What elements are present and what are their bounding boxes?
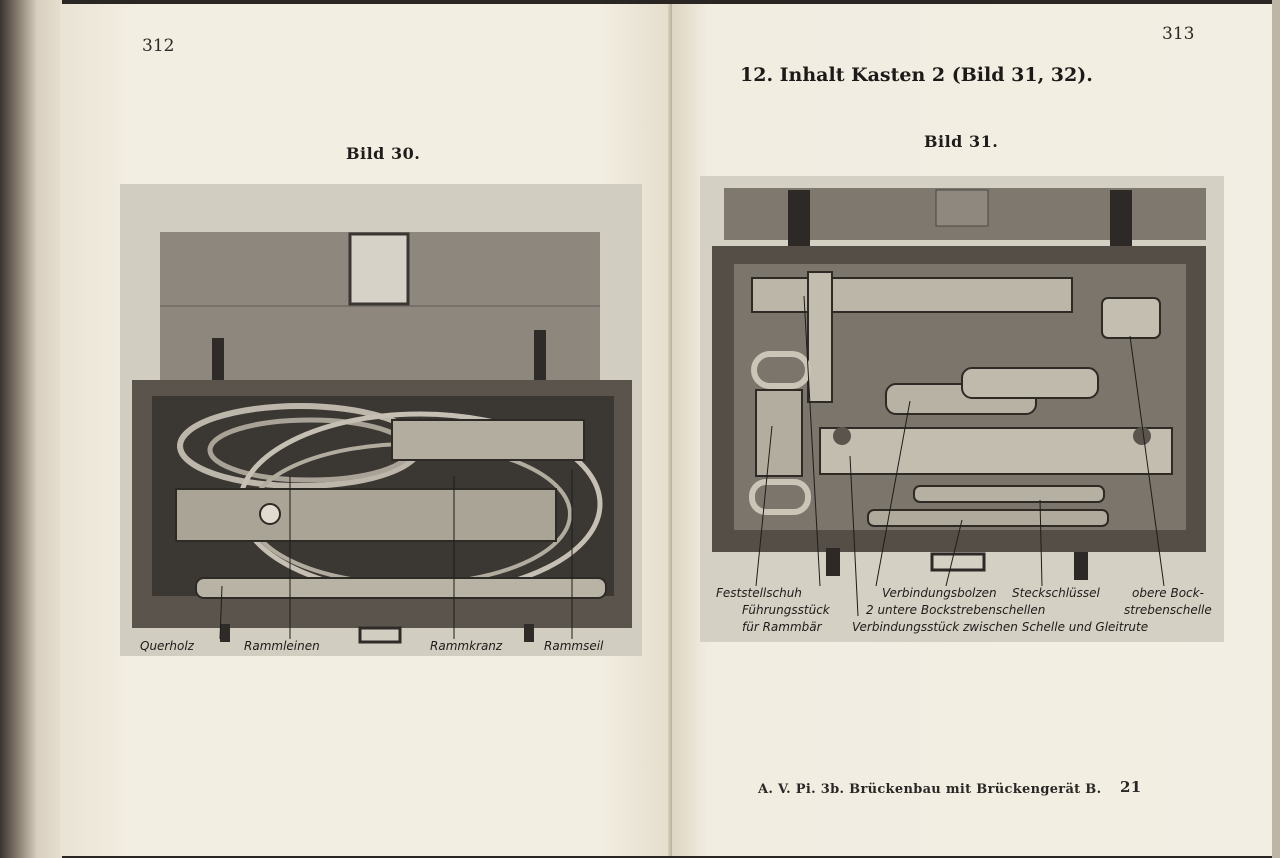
- footer-text: A. V. Pi. 3b. Brückenbau mit Brückengerät B.: [758, 782, 1102, 797]
- figure-caption-bild-30: Bild 30.: [346, 144, 421, 163]
- right-page: [672, 4, 1272, 856]
- label-fuer-rammbaer: für Rammbär: [742, 620, 822, 634]
- book-edge-right: [1272, 0, 1280, 858]
- label-steckschluessel: Steckschlüssel: [1012, 586, 1100, 600]
- photo-box-with-parts: [700, 176, 1224, 642]
- figure-caption-bild-31: Bild 31.: [924, 132, 999, 151]
- book-edge-left: [0, 0, 62, 858]
- page-number-right: 313: [1162, 24, 1195, 44]
- label-strebenschelle: strebenschelle: [1124, 603, 1212, 617]
- left-page: [60, 4, 672, 856]
- page-number-left: 312: [142, 36, 175, 56]
- label-rammseil: Rammseil: [544, 639, 604, 653]
- label-rammkranz: Rammkranz: [430, 639, 503, 653]
- photo-kasten-2: [700, 176, 1224, 642]
- label-bockstrebenschellen: 2 untere Bockstrebenschellen: [866, 603, 1046, 617]
- photo-kasten-1: [120, 184, 642, 656]
- label-fuehrungsstueck: Führungsstück: [742, 603, 830, 617]
- label-obere-bock: obere Bock-: [1132, 586, 1204, 600]
- photo-box-with-ropes: [120, 184, 642, 656]
- signature-mark: 21: [1120, 778, 1142, 796]
- label-rammleinen: Rammleinen: [244, 639, 320, 653]
- label-feststellschuh: Feststellschuh: [716, 586, 802, 600]
- section-heading: 12. Inhalt Kasten 2 (Bild 31, 32).: [740, 64, 1093, 86]
- label-verbindungsbolzen: Verbindungsbolzen: [882, 586, 997, 600]
- label-verbindungsstueck: Verbindungsstück zwischen Schelle und Gleitrute: [852, 620, 1149, 634]
- label-querholz: Querholz: [140, 639, 194, 653]
